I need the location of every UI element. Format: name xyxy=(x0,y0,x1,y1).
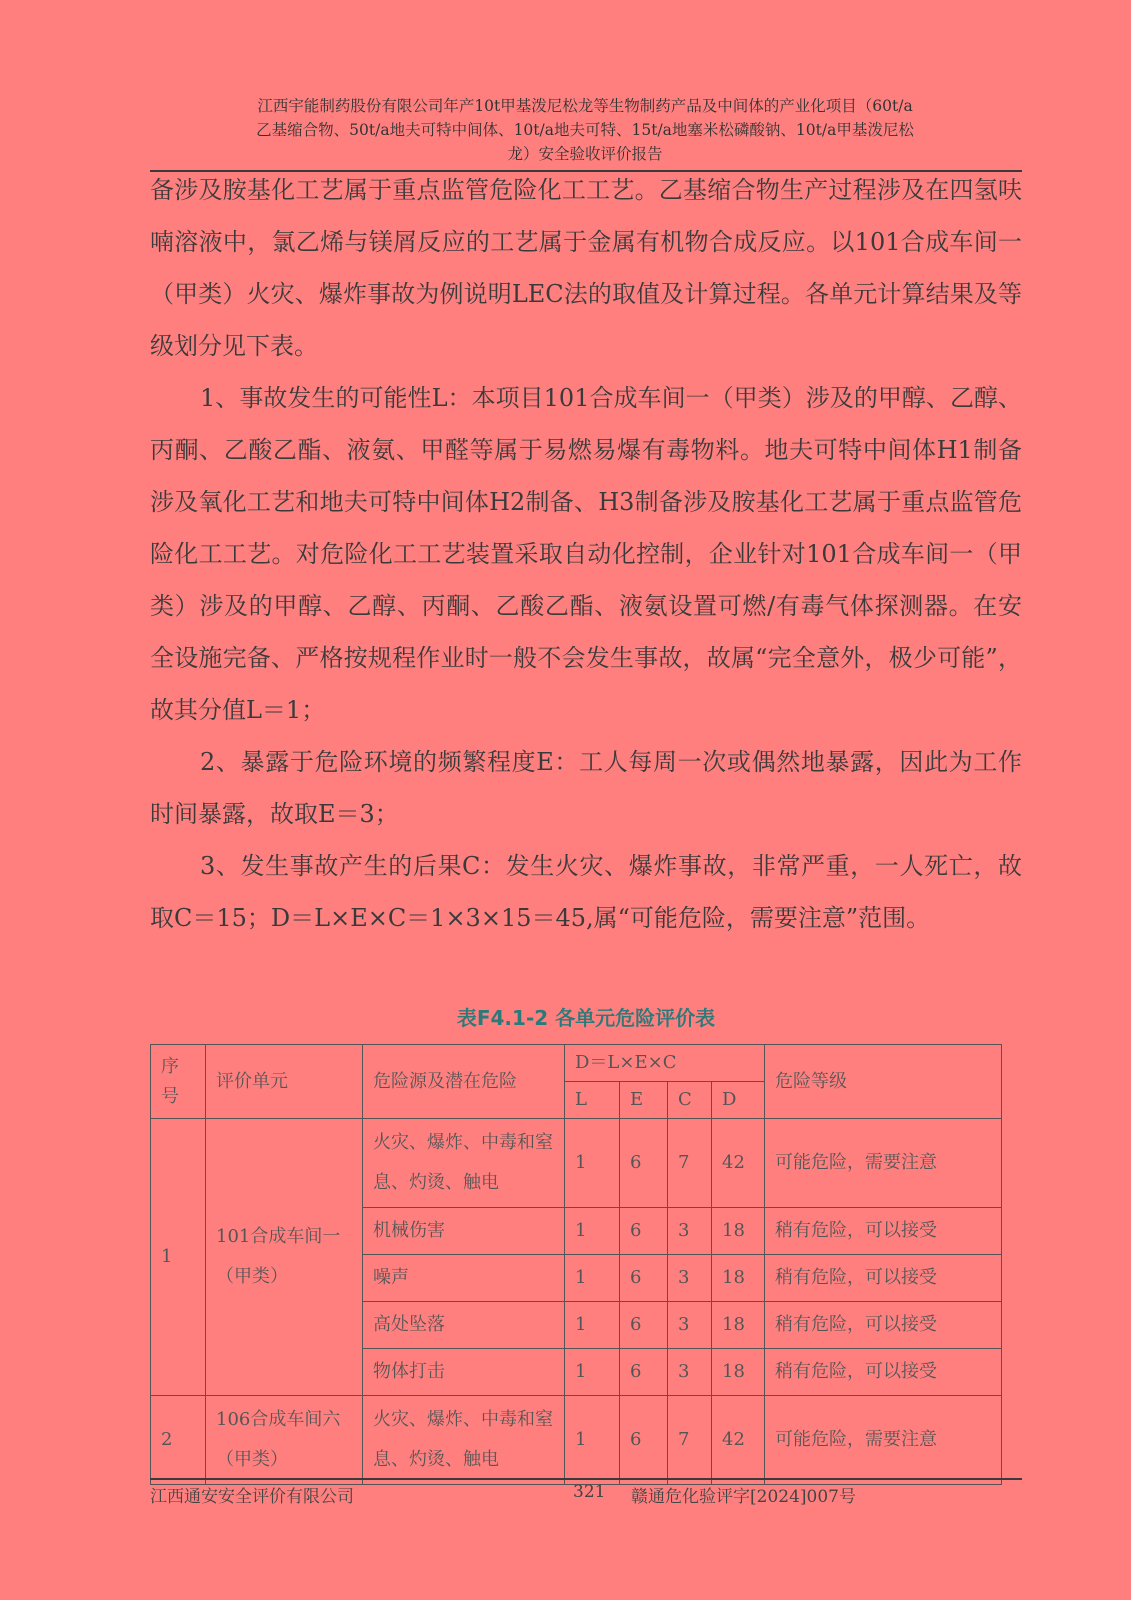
cell-e: 6 xyxy=(620,1208,668,1255)
cell-l: 1 xyxy=(565,1396,620,1485)
cell-seq: 1 xyxy=(151,1119,206,1396)
cell-c: 7 xyxy=(668,1119,712,1208)
risk-evaluation-table xyxy=(150,1044,1002,1485)
cell-d: 18 xyxy=(712,1255,765,1302)
header-hazard: 危险源及潜在危险 xyxy=(363,1045,565,1119)
cell-level: 稍有危险，可以接受 xyxy=(765,1302,1002,1349)
paragraph: 备涉及胺基化工艺属于重点监管危险化工工艺。乙基缩合物生产过程涉及在四氢呋喃溶液中，氯乙烯与镁屑反应的工艺属于金属有机物合成反应。以101合成车间一（甲类）火灾、爆炸事故为例说明LEC法的取值及计算过程。各单元计算结果及等级划分见下表。 xyxy=(150,176,1022,360)
cell-e: 6 xyxy=(620,1255,668,1302)
cell-d: 18 xyxy=(712,1302,765,1349)
cell-hazard: 物体打击 xyxy=(363,1349,565,1396)
cell-l: 1 xyxy=(565,1208,620,1255)
cell-d: 42 xyxy=(712,1396,765,1485)
header-seq: 序号 xyxy=(151,1045,206,1119)
cell-c: 3 xyxy=(668,1349,712,1396)
header-formula: D＝L×E×C xyxy=(565,1045,765,1082)
cell-level: 可能危险，需要注意 xyxy=(765,1396,1002,1485)
header-e: E xyxy=(620,1082,668,1119)
header-title-line: 龙）安全验收评价报告 xyxy=(507,145,663,163)
table-row xyxy=(151,1119,1002,1208)
paragraph: 1、事故发生的可能性L：本项目101合成车间一（甲类）涉及的甲醇、乙醇、丙酮、乙酸乙酯、液氨、甲醛等属于易燃易爆有毒物料。地夫可特中间体H1制备涉及氧化工艺和地夫可特中间体H2制备、H3制备涉及胺基化工艺属于重点监管危险化工工艺。对危险化工工艺装置采取自动化控制，企业针对101合成车间一（甲类）涉及的甲醇、乙醇、丙酮、乙酸乙酯、液氨设置可燃/有毒气体探测器。在安全设施完备、严格按规程作业时一般不会发生事故，故属“完全意外，极少可能”，故其分值L＝1； xyxy=(150,384,1022,724)
cell-l: 1 xyxy=(565,1255,620,1302)
header-level: 危险等级 xyxy=(765,1045,1002,1119)
cell-level: 稍有危险，可以接受 xyxy=(765,1255,1002,1302)
cell-c: 3 xyxy=(668,1208,712,1255)
cell-e: 6 xyxy=(620,1349,668,1396)
cell-c: 3 xyxy=(668,1255,712,1302)
cell-level: 稍有危险，可以接受 xyxy=(765,1208,1002,1255)
cell-l: 1 xyxy=(565,1119,620,1208)
table-row xyxy=(151,1396,1002,1485)
cell-c: 7 xyxy=(668,1396,712,1485)
page-header xyxy=(150,94,1020,166)
cell-e: 6 xyxy=(620,1302,668,1349)
header-l: L xyxy=(565,1082,620,1119)
cell-d: 42 xyxy=(712,1119,765,1208)
header-d: D xyxy=(712,1082,765,1119)
cell-l: 1 xyxy=(565,1302,620,1349)
table-header-row xyxy=(151,1045,1002,1082)
cell-level: 可能危险，需要注意 xyxy=(765,1119,1002,1208)
footer-company: 江西通安安全评价有限公司 xyxy=(150,1487,354,1507)
cell-hazard: 机械伤害 xyxy=(363,1208,565,1255)
body-text xyxy=(150,164,1022,944)
cell-d: 18 xyxy=(712,1349,765,1396)
cell-hazard: 噪声 xyxy=(363,1255,565,1302)
cell-unit: 101合成车间一（甲类） xyxy=(206,1119,363,1396)
cell-level: 稍有危险，可以接受 xyxy=(765,1349,1002,1396)
header-title-line: 乙基缩合物、50t/a地夫可特中间体、10t/a地夫可特、15t/a地塞米松磷酸钠、10t/a甲基泼尼松 xyxy=(256,121,914,139)
paragraph: 2、暴露于危险环境的频繁程度E：工人每周一次或偶然地暴露，因此为工作时间暴露，故取E＝3； xyxy=(150,748,1022,828)
cell-e: 6 xyxy=(620,1119,668,1208)
cell-l: 1 xyxy=(565,1349,620,1396)
cell-hazard: 高处坠落 xyxy=(363,1302,565,1349)
cell-e: 6 xyxy=(620,1396,668,1485)
page-number: 321 xyxy=(573,1482,606,1502)
cell-unit: 106合成车间六（甲类） xyxy=(206,1396,363,1485)
table-title: 表F4.1-2 各单元危险评价表 xyxy=(456,1006,716,1030)
cell-d: 18 xyxy=(712,1208,765,1255)
footer-rule xyxy=(150,1478,1022,1480)
cell-hazard: 火灾、爆炸、中毒和窒息、灼烫、触电 xyxy=(363,1119,565,1208)
paragraph: 3、发生事故产生的后果C：发生火灾、爆炸事故，非常严重，一人死亡，故取C＝15；D＝L×E×C＝1×3×15＝45,属“可能危险，需要注意”范围。 xyxy=(150,852,1022,932)
cell-seq: 2 xyxy=(151,1396,206,1485)
header-unit: 评价单元 xyxy=(206,1045,363,1119)
header-title-line: 江西宇能制药股份有限公司年产10t甲基泼尼松龙等生物制药产品及中间体的产业化项目（60t/a xyxy=(257,97,913,115)
header-c: C xyxy=(668,1082,712,1119)
footer-doc-number: 赣通危化验评字[2024]007号 xyxy=(631,1487,856,1507)
cell-hazard: 火灾、爆炸、中毒和窒息、灼烫、触电 xyxy=(363,1396,565,1485)
cell-c: 3 xyxy=(668,1302,712,1349)
